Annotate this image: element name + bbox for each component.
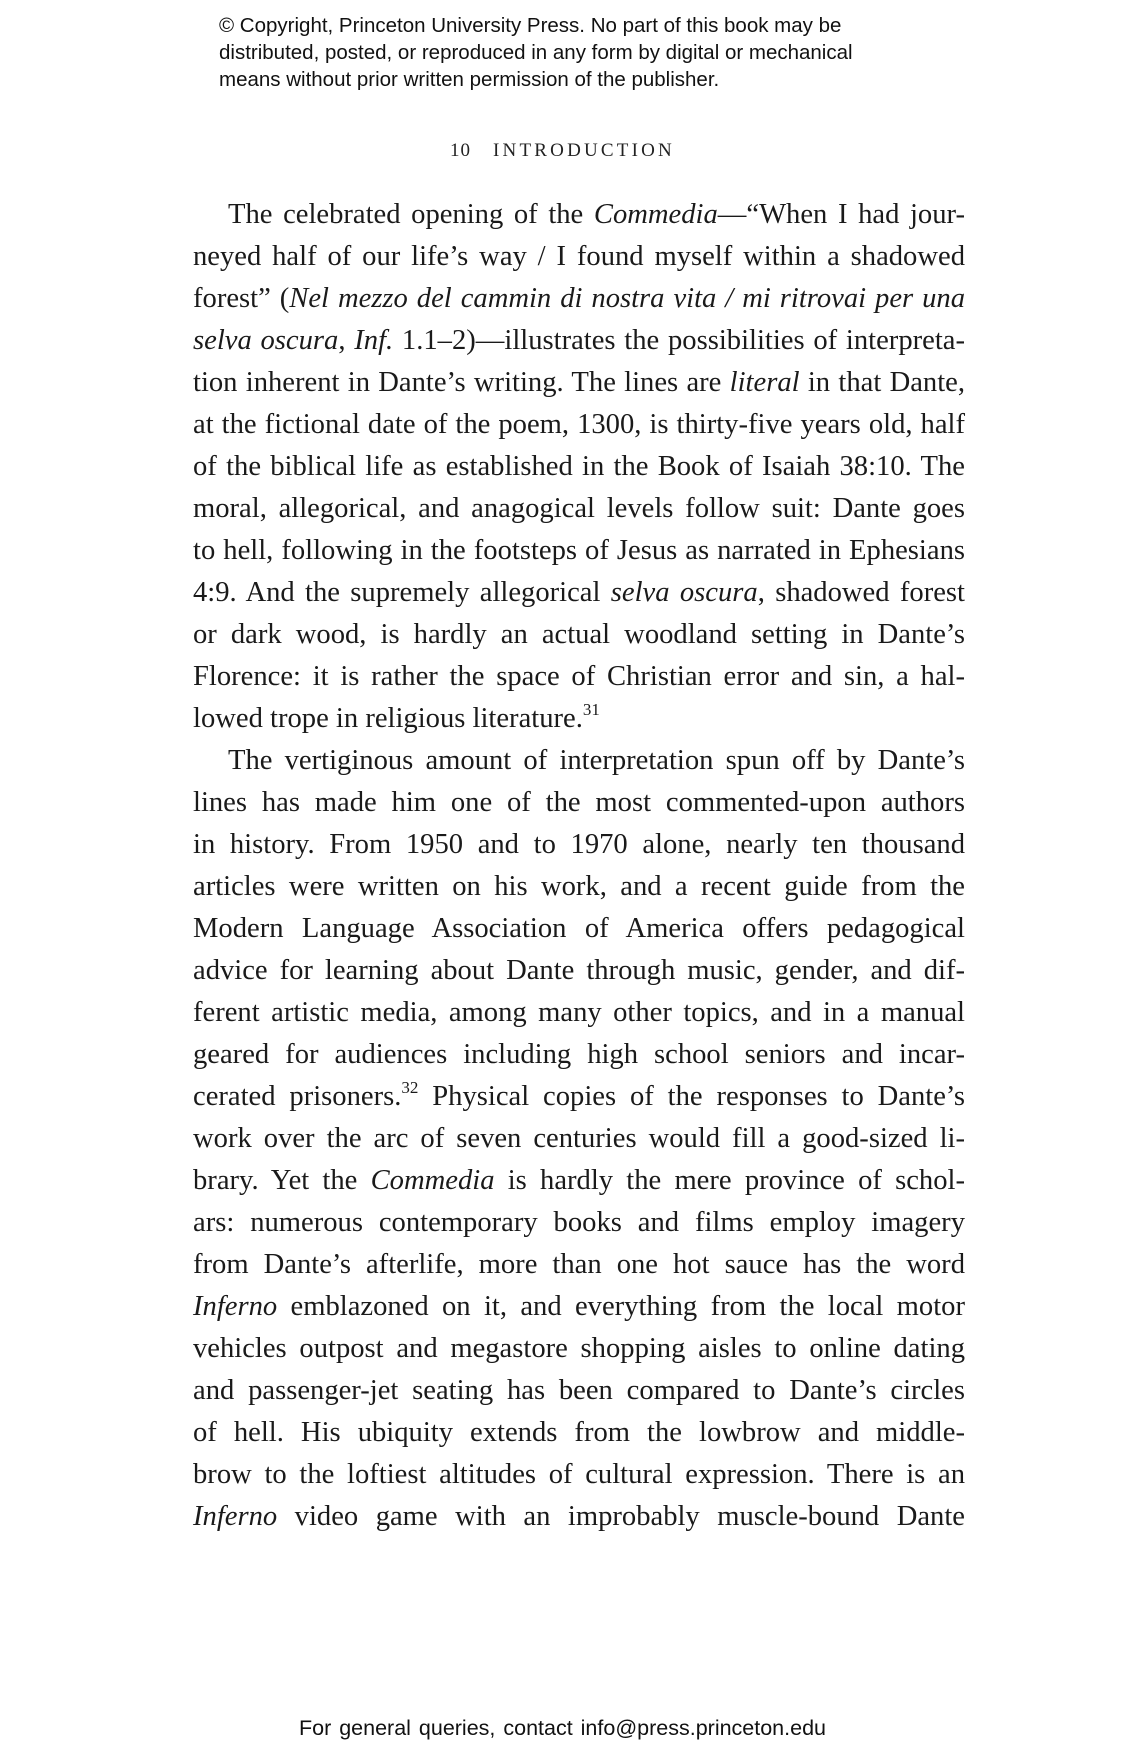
text-line: and passenger-jet seating has been compared to Dante’s circles (193, 1375, 965, 1406)
footer-contact: For general queries, contact info@press.princeton.edu (298, 1716, 826, 1740)
text-line: vehicles outpost and megastore shopping aisles to online dating (193, 1333, 965, 1364)
text-line: from Dante’s afterlife, more than one hot sauce has the word (193, 1249, 965, 1280)
section-title: INTRODUCTION (493, 140, 675, 161)
text-line: The celebrated opening of the Commedia—“When I had jour- (228, 199, 966, 230)
text-line: Inferno video game with an improbably muscle-bound Dante (193, 1501, 965, 1532)
text-line: selva oscura, Inf. 1.1–2)—illustrates the possibilities of interpreta- (193, 325, 965, 356)
copyright-line: distributed, posted, or reproduced in any form by digital or mechanical (219, 41, 853, 64)
text-line: brary. Yet the Commedia is hardly the mere province of schol- (193, 1165, 965, 1196)
text-line: of the biblical life as established in the Book of Isaiah 38:10. The (193, 451, 965, 482)
copyright-line: means without prior written permission of the publisher. (219, 68, 720, 91)
text-line: geared for audiences including high school seniors and incar- (193, 1039, 965, 1070)
text-line: brow to the loftiest altitudes of cultural expression. There is an (193, 1459, 965, 1490)
text-line: articles were written on his work, and a recent guide from the (193, 871, 965, 902)
text-line: to hell, following in the footsteps of Jesus as narrated in Ephesians (193, 535, 965, 566)
text-line: Florence: it is rather the space of Christian error and sin, a hal- (193, 661, 965, 692)
text-line: 4:9. And the supremely allegorical selva oscura, shadowed forest (193, 577, 965, 608)
text-line: Inferno emblazoned on it, and everything from the local motor (193, 1291, 965, 1322)
text-line: lines has made him one of the most commented-upon authors (193, 787, 965, 818)
page-number: 10 (450, 140, 472, 161)
text-line: or dark wood, is hardly an actual woodland setting in Dante’s (193, 619, 965, 650)
text-line: neyed half of our life’s way / I found myself within a shadowed (193, 241, 965, 272)
running-head (0, 140, 1125, 162)
text-line: in history. From 1950 and to 1970 alone, nearly ten thousand (193, 829, 965, 860)
text-line: cerated prisoners.$^{32}$ Physical copies of the responses to Dante’s (193, 1078, 966, 1112)
text-line: forest” (Nel mezzo del cammin di nostra vita / mi ritrovai per una (193, 283, 965, 314)
text-line: advice for learning about Dante through music, gender, and dif- (193, 955, 965, 986)
copyright-line: © Copyright, Princeton University Press. No part of this book may be (219, 14, 842, 37)
text-line: moral, allegorical, and anagogical levels follow suit: Dante goes (193, 493, 965, 524)
text-line: work over the arc of seven centuries would fill a good-sized li- (193, 1123, 965, 1154)
text-line: The vertiginous amount of interpretation spun off by Dante’s (228, 745, 965, 776)
footnote-ref: 31 (582, 700, 600, 719)
text-line: ars: numerous contemporary books and films employ imagery (193, 1207, 965, 1238)
text-line: at the fictional date of the poem, 1300, is thirty-five years old, half (193, 409, 965, 440)
copyright-notice (219, 12, 979, 93)
text-line: Modern Language Association of America offers pedagogical (193, 913, 965, 944)
body-text (193, 194, 965, 1538)
text-line: of hell. His ubiquity extends from the lowbrow and middle- (193, 1417, 965, 1448)
text-line: tion inherent in Dante’s writing. The lines are literal in that Dante, (193, 367, 965, 398)
text-line: lowed trope in religious literature.$^{31}$ (193, 700, 600, 734)
footnote-ref: 32 (401, 1078, 419, 1097)
text-line: ferent artistic media, among many other topics, and in a manual (193, 997, 965, 1028)
